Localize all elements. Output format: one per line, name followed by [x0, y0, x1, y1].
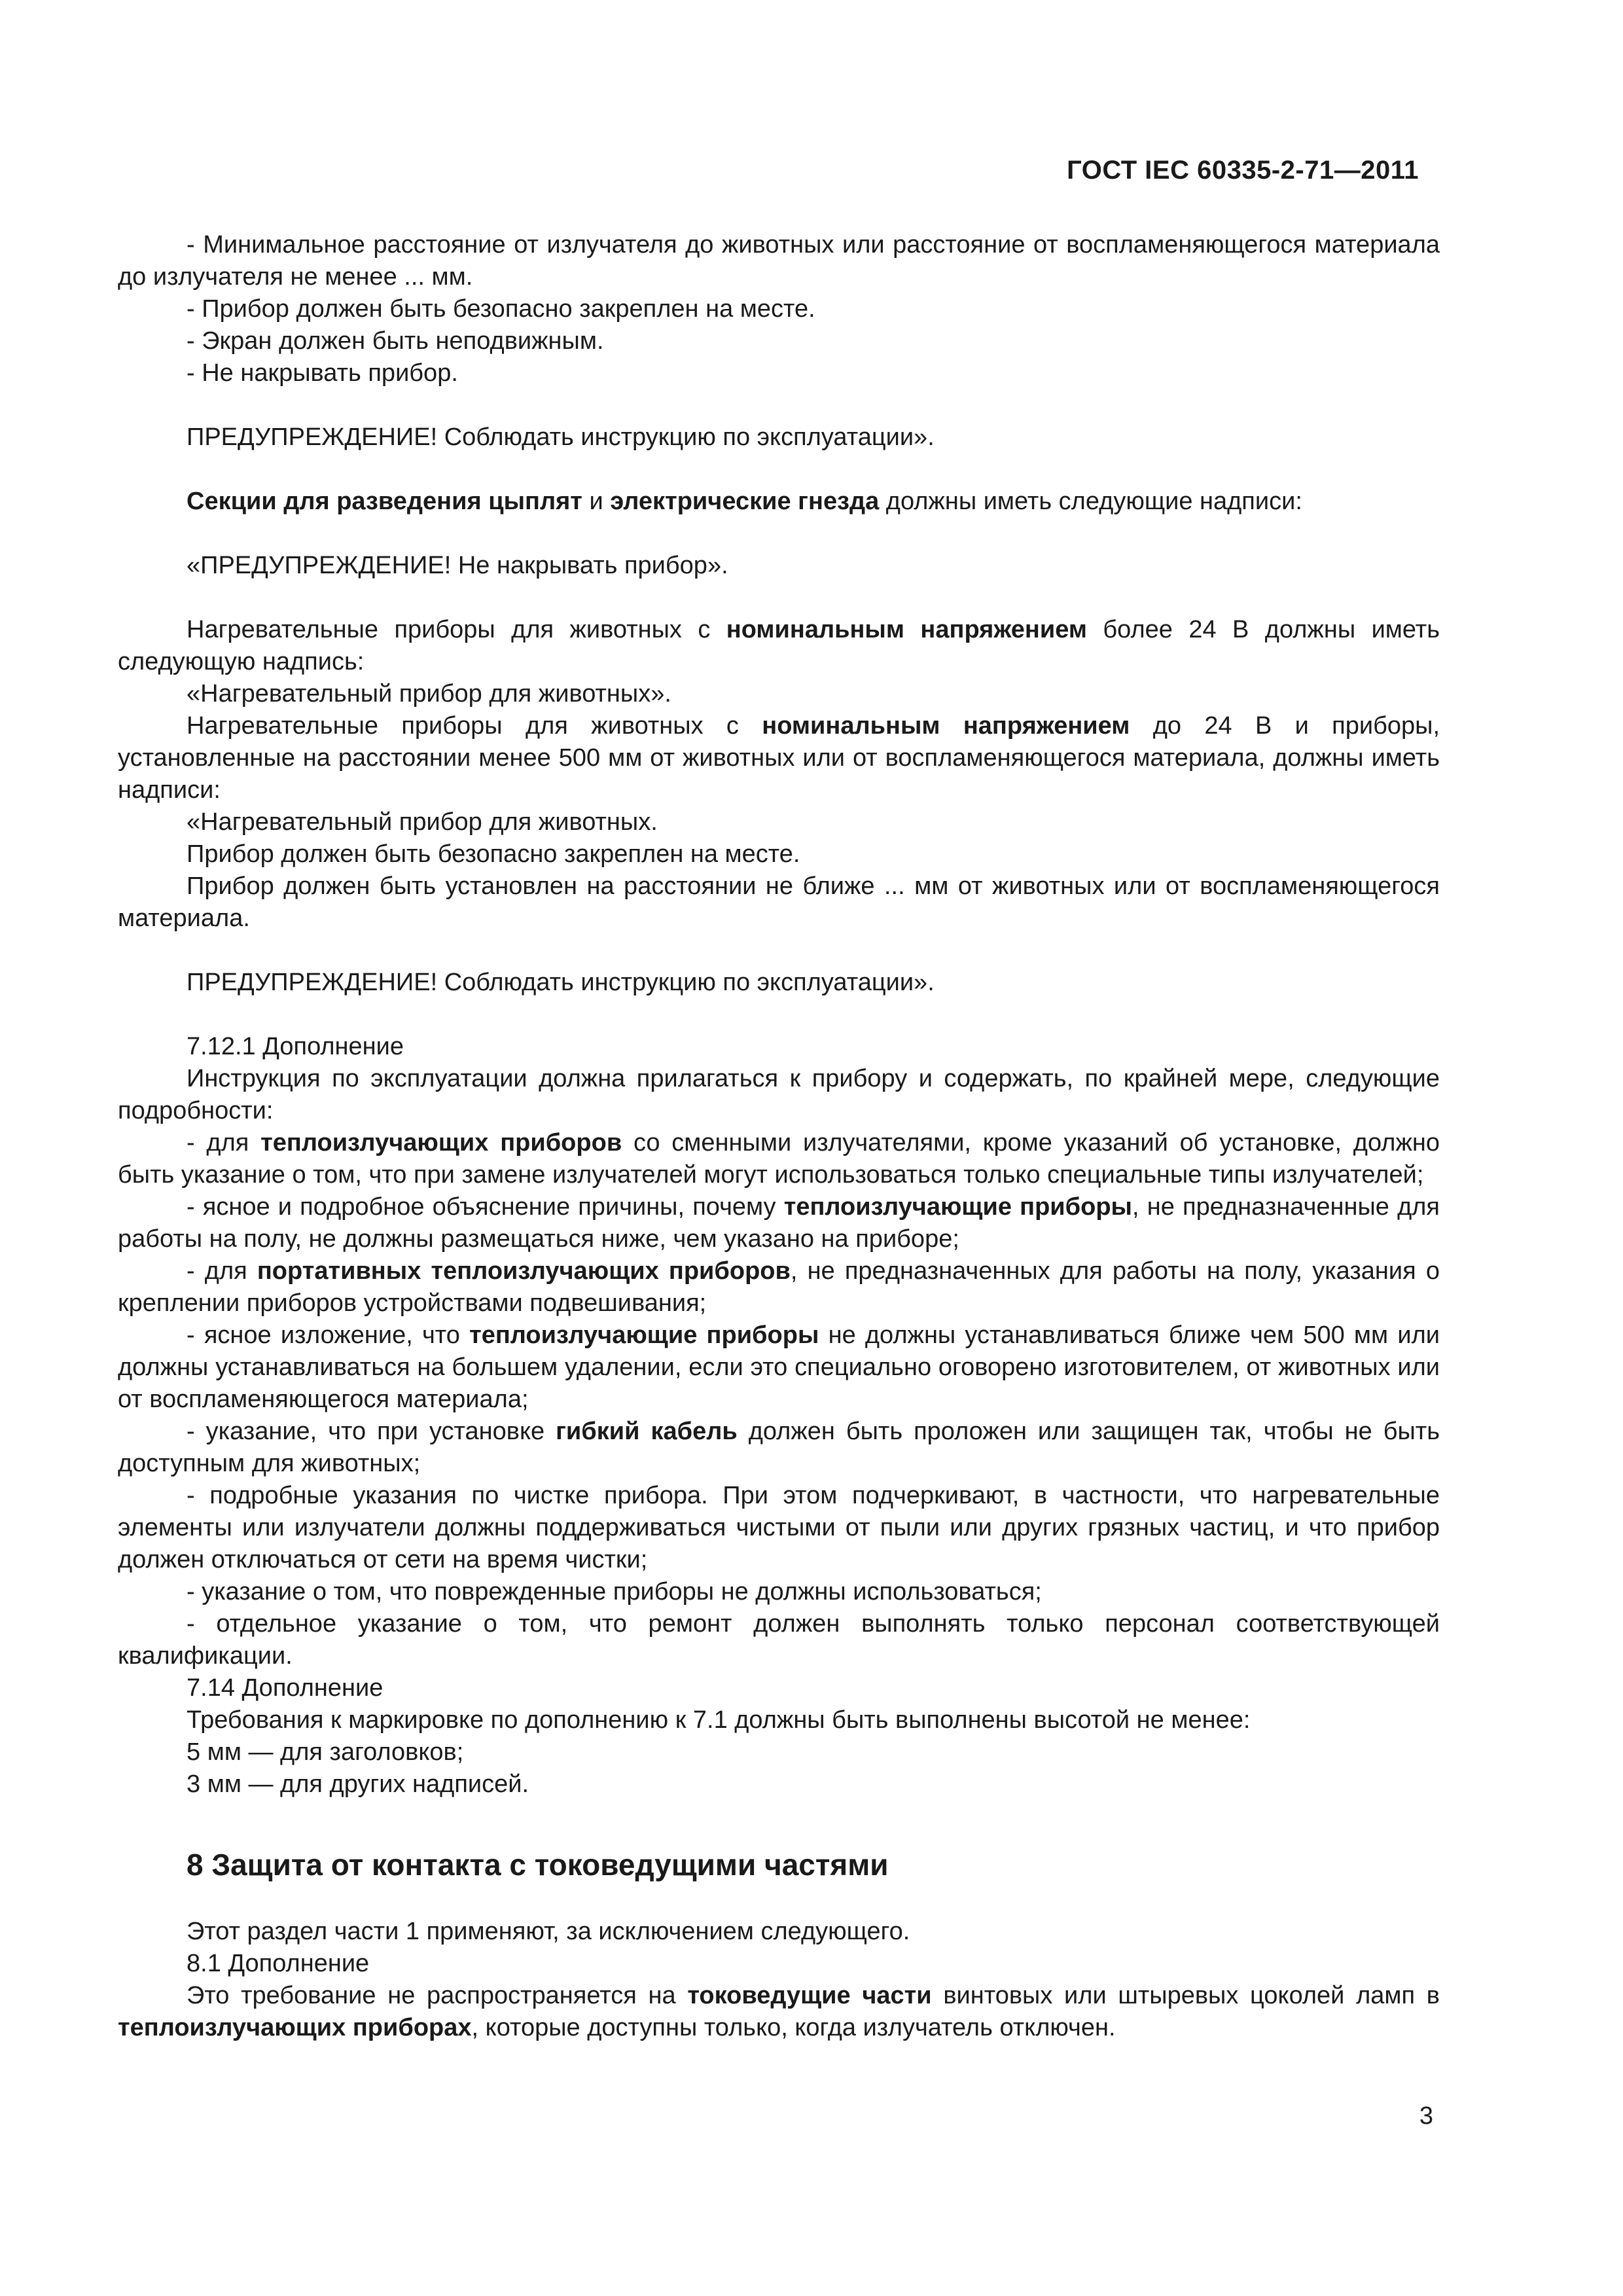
warning-paragraph: «ПРЕДУПРЕЖДЕНИЕ! Не накрывать прибор». [187, 552, 728, 579]
text: , не предназначенные для работы на полу, не должны размещаться ниже, чем указано на приборе; [118, 1193, 1440, 1253]
text: - ясное и подробное объяснение причины, почему [187, 1193, 784, 1221]
text: , не предназначенных для работы на полу, указания о креплении приборов устройствами подвешивания; [118, 1257, 1440, 1317]
clause-title: 8.1 Дополнение [187, 1950, 370, 1977]
term: теплоизлучающих приборов [260, 1129, 622, 1157]
text: должны иметь следующие надписи: [879, 488, 1302, 515]
warning-paragraph: ПРЕДУПРЕЖДЕНИЕ! Соблюдать инструкцию по эксплуатации». [187, 423, 935, 451]
paragraph: «Нагревательный прибор для животных. [187, 808, 658, 836]
text: - для [187, 1129, 261, 1157]
warning-paragraph: ПРЕДУПРЕЖДЕНИЕ! Соблюдать инструкцию по эксплуатации». [187, 969, 935, 996]
text: более 24 В должны иметь следующую надпись: [118, 616, 1440, 675]
text: - указание, что при установке [187, 1418, 556, 1445]
list-item: 5 мм — для заголовков; [187, 1738, 464, 1766]
text: и [582, 488, 611, 515]
list-item: - отдельное указание о том, что ремонт должен выполнять только персонал соответствующей квалификации. [118, 1610, 1440, 1670]
paragraph: Инструкция по эксплуатации должна прилагаться к прибору и содержать, по крайней мере, следующие подробности: [118, 1065, 1440, 1124]
text: до 24 В и приборы, установленные на расстоянии менее 500 мм от животных или от воспламеняющегося материала, должны иметь надписи: [118, 712, 1440, 804]
paragraph: «Нагревательный прибор для животных». [187, 680, 671, 708]
list-item: - указание о том, что поврежденные приборы не должны использоваться; [187, 1578, 1042, 1605]
term: токоведущие части [687, 1982, 932, 2009]
paragraph [118, 1980, 1440, 2044]
term: теплоизлучающих приборах [118, 2014, 472, 2041]
text: должен быть проложен или защищен так, чтобы не быть доступным для животных; [118, 1418, 1440, 1477]
text: не должны устанавливаться ближе чем 500 мм или должны устанавливаться на большем удалении, если это специально оговорено изготовителем, от животных или от воспламеняющегося материала; [118, 1321, 1440, 1413]
list-item [118, 1255, 1440, 1319]
paragraph [118, 614, 1440, 678]
clause-title: 7.12.1 Дополнение [187, 1033, 404, 1060]
paragraph [118, 710, 1440, 806]
text: Это требование не распространяется на [187, 1982, 688, 2009]
paragraph: - Прибор должен быть безопасно закреплен на месте. [187, 295, 815, 323]
paragraph: - Экран должен быть неподвижным. [187, 327, 604, 355]
paragraph: Прибор должен быть безопасно закреплен на месте. [187, 840, 800, 868]
list-item: - подробные указания по чистке прибора. При этом подчеркивают, в частности, что нагревательные элементы или излучатели должны поддерживаться чистыми от пыли или других грязных частиц, и что прибор должен отключаться от сети на время чистки; [118, 1482, 1440, 1573]
page-number: 3 [1419, 2102, 1433, 2130]
text: со сменными излучателями, кроме указаний об установке, должно быть указание о том, что при замене излучателей могут использоваться только специальные типы излучателей; [118, 1129, 1440, 1189]
paragraph: Требования к маркировке по дополнению к 7.1 должны быть выполнены высотой не менее: [187, 1706, 1251, 1734]
term: теплоизлучающие приборы [783, 1193, 1133, 1221]
paragraph: - Не накрывать прибор. [187, 359, 458, 387]
paragraph: - Минимальное расстояние от излучателя до животных или расстояние от воспламеняющегося материала до излучателя не менее ... мм. [118, 231, 1440, 291]
term: Секции для разведения цыплят [187, 488, 582, 515]
paragraph [118, 486, 1440, 518]
text: винтовых или штыревых цоколей ламп в [931, 1982, 1440, 2009]
section-heading: 8 Защита от контакта с токоведущими частями [187, 1848, 889, 1882]
text: Нагревательные приборы для животных с [187, 712, 762, 740]
text: Нагревательные приборы для животных с [187, 616, 726, 643]
term: номинальным напряжением [762, 712, 1130, 740]
term: номинальным напряжением [726, 616, 1087, 643]
text: - ясное изложение, что [187, 1321, 470, 1349]
term: гибкий кабель [556, 1418, 738, 1445]
clause-title: 7.14 Дополнение [187, 1674, 383, 1702]
text: , которые доступны только, когда излучатель отключен. [471, 2014, 1116, 2041]
term: электрические гнезда [610, 488, 880, 515]
term: портативных теплоизлучающих приборов [257, 1257, 791, 1285]
page-content [118, 229, 1440, 2044]
list-item [118, 1127, 1440, 1191]
paragraph: Прибор должен быть установлен на расстоянии не ближе ... мм от животных или от воспламеняющегося материала. [118, 872, 1440, 932]
list-item [118, 1416, 1440, 1480]
standard-header: ГОСТ IEC 60335-2-71—2011 [1067, 156, 1419, 185]
paragraph: Этот раздел части 1 применяют, за исключением следующего. [187, 1918, 910, 1945]
list-item: 3 мм — для других надписей. [187, 1770, 529, 1798]
list-item [118, 1191, 1440, 1255]
term: теплоизлучающие приборы [469, 1321, 819, 1349]
text: - для [187, 1257, 257, 1285]
list-item [118, 1319, 1440, 1416]
